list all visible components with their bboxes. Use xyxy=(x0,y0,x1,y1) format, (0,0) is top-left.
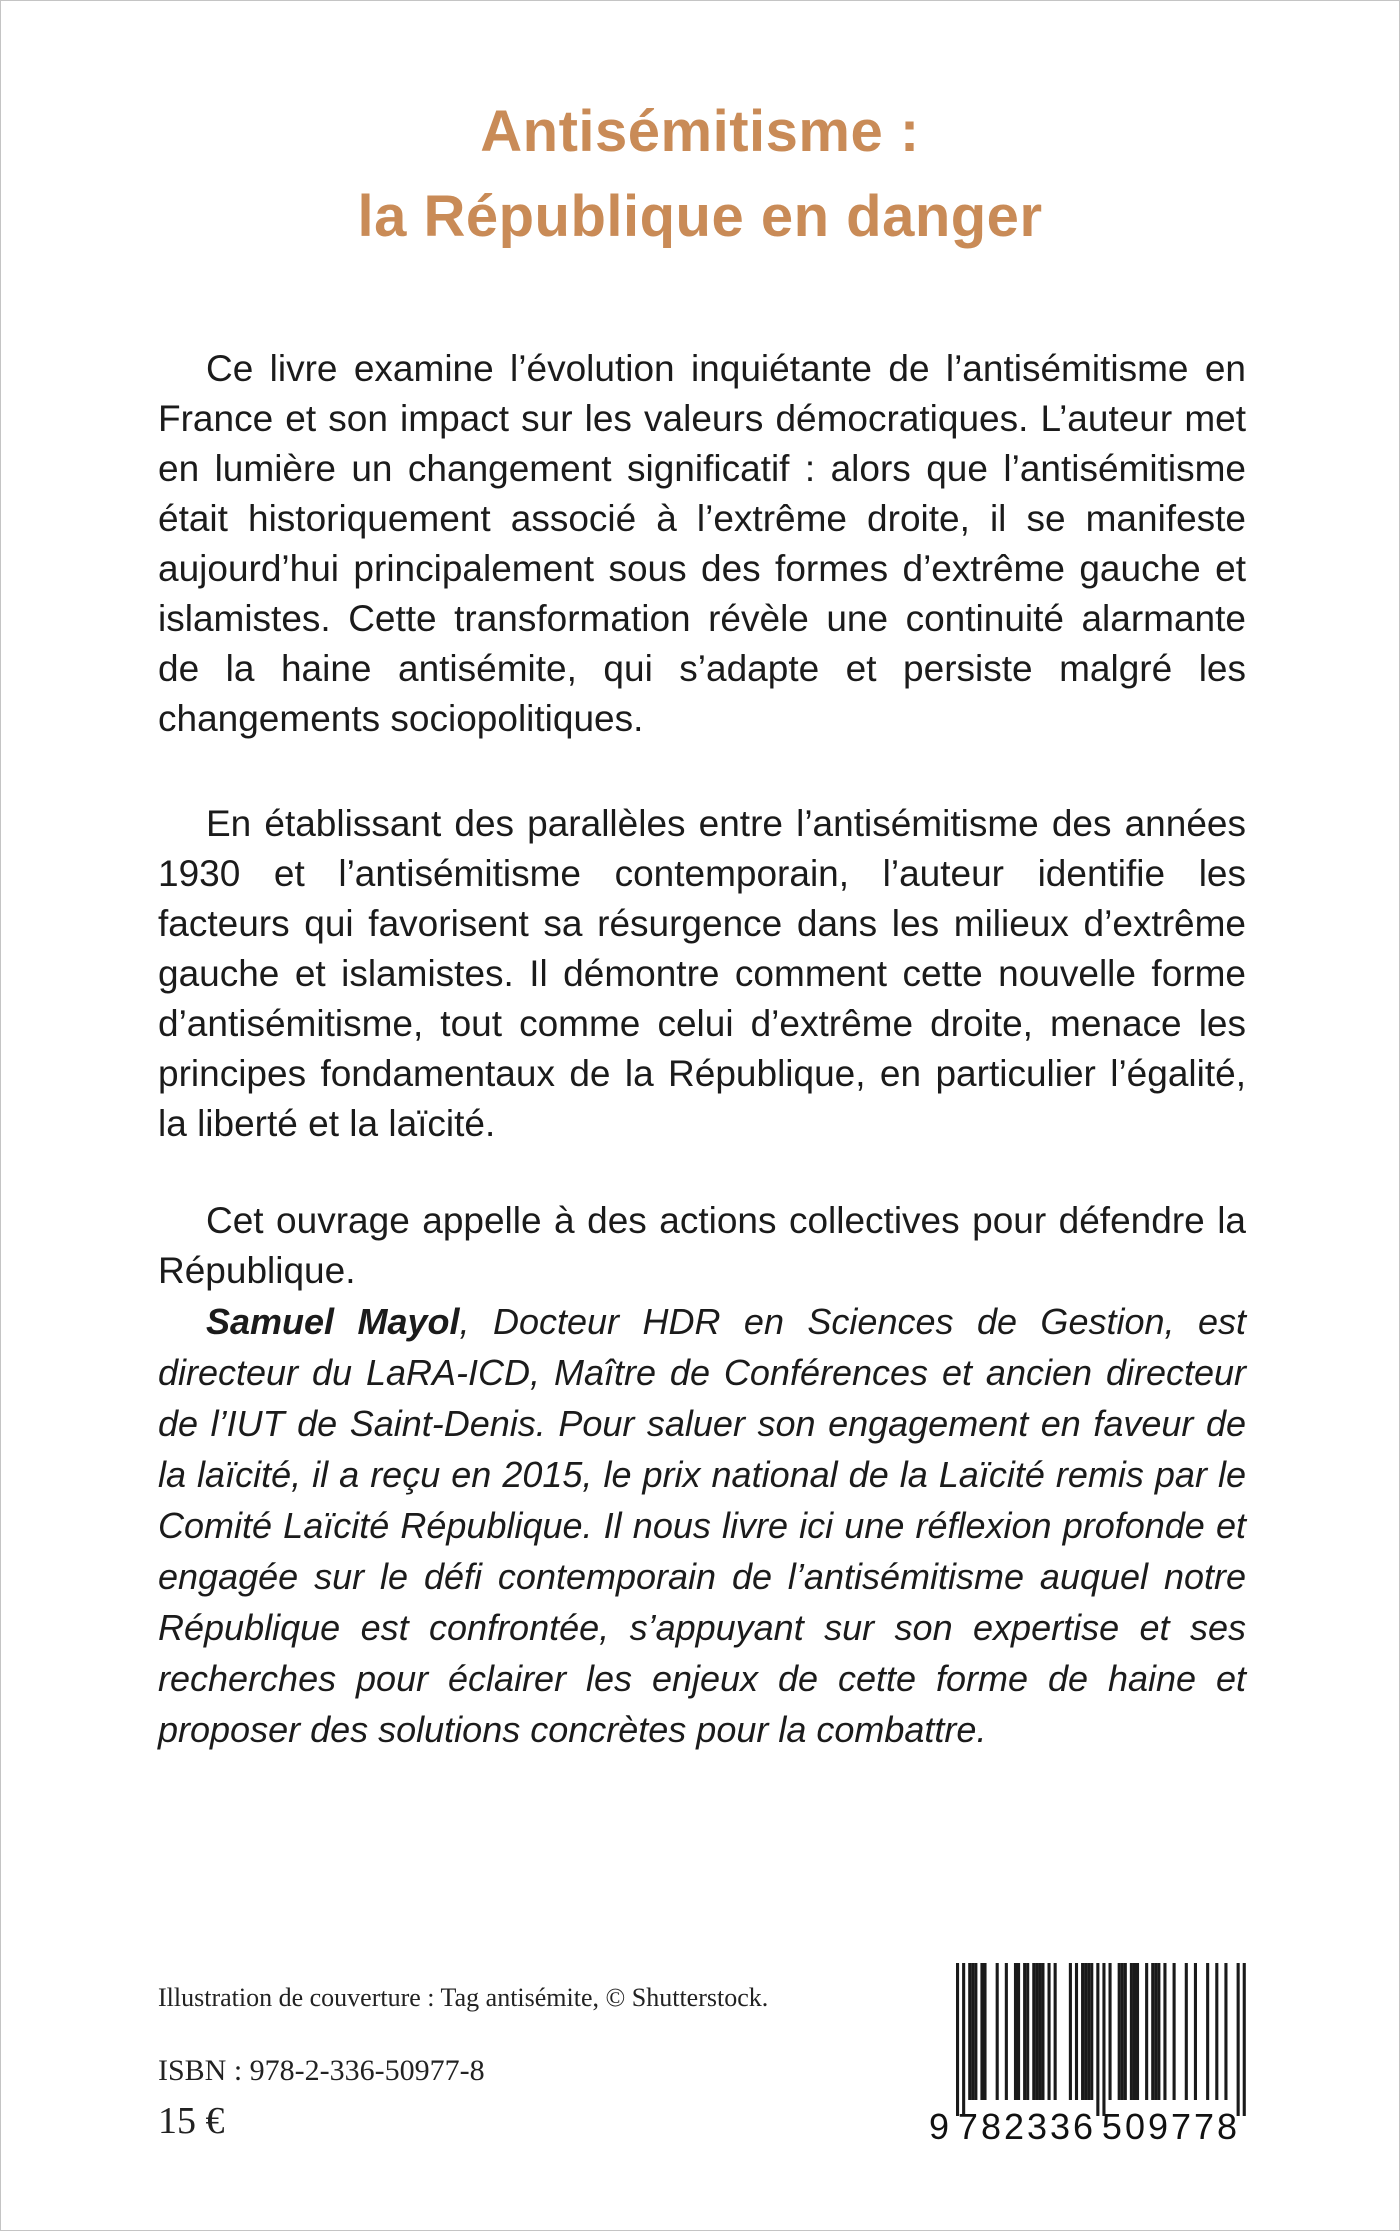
synopsis-paragraph-3: Cet ouvrage appelle à des actions collectives pour défendre la République. xyxy=(158,1200,1246,1291)
synopsis-paragraph-2: En établissant des parallèles entre l’antisémitisme des années 1930 et l’antisémitisme contemporain, l’auteur identifie les facteurs qui favorisent sa résurgence dans les milieux d’extrême gauche et islamistes. Il démontre comment cette nouvelle forme d’antisémitisme, tout comme celui d’extrême droite, menace les principes fondamentaux de la République, en particulier l’égalité, la liberté et la laïcité. xyxy=(158,803,1246,1144)
book-title-line2: la République en danger xyxy=(357,184,1043,249)
illustration-credit: Illustration de couverture : Tag antisémite, © Shutterstock. xyxy=(158,1983,769,2012)
barcode-digit-group2: 509778 xyxy=(1101,2106,1241,2145)
book-title-line1: Antisémitisme : xyxy=(480,99,920,164)
book-title xyxy=(1,89,1399,259)
price-text: 15 € xyxy=(158,2100,225,2142)
synopsis xyxy=(158,344,1246,1755)
synopsis-paragraph-1: Ce livre examine l’évolution inquiétante de l’antisémitisme en France et son impact sur les valeurs démocratiques. L’auteur met en lumière un changement significatif : alors que l’antisémitisme était historiquement associé à l’extrême droite, il se manifeste aujourd’hui principalement sous des formes d’extrême gauche et islamistes. Cette transformation révèle une continuité alarmante de la haine antisémite, qui s’adapte et persiste malgré les changements sociopolitiques. xyxy=(158,348,1246,739)
author-bio xyxy=(158,1296,1246,1755)
barcode-bars xyxy=(956,1963,1246,2116)
author-bio-text: , Docteur HDR en Sciences de Gestion, est directeur du LaRA-ICD, Maître de Conférences et ancien directeur de l’IUT de Saint-Denis. Pour saluer son engagement en faveur de la laïcité, il a reçu en 2015, le prix national de la Laïcité remis par le Comité Laïcité République. Il nous livre ici une réflexion profonde et engagée sur le défi contemporain de l’antisémitisme auquel notre République est confrontée, s’appuyant sur son expertise et ses recherches pour éclairer les enjeux de cette forme de haine et proposer des solutions concrètes pour la combattre. xyxy=(158,1301,1246,1750)
isbn-text: ISBN : 978-2-336-50977-8 xyxy=(158,2054,485,2087)
barcode-digit-group1: 782336 xyxy=(957,2106,1097,2145)
ean13-barcode xyxy=(929,1963,1251,2145)
barcode-digit-left: 9 xyxy=(929,2106,953,2145)
author-name: Samuel Mayol xyxy=(206,1301,460,1342)
